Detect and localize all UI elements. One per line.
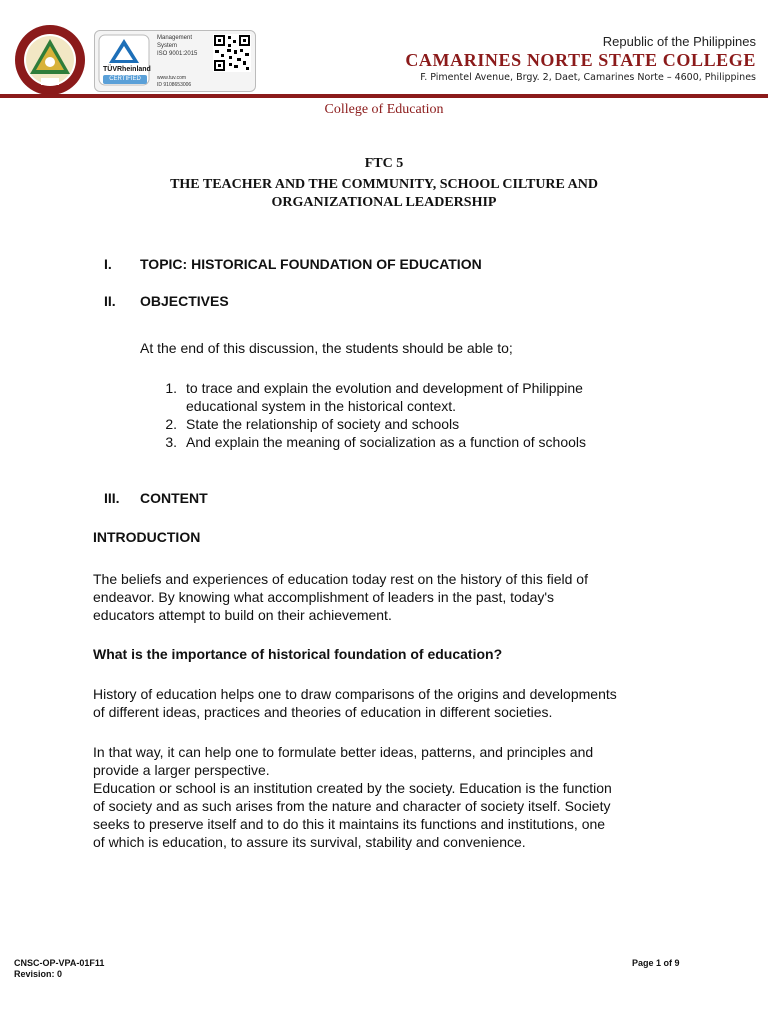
college-address: F. Pimentel Avenue, Brgy. 2, Daet, Camarines Norte – 4600, Philippines	[420, 72, 756, 83]
tuv-website: www.tuv.com ID 9108653006	[157, 75, 192, 88]
section-number-objectives: II.	[104, 293, 116, 309]
section-heading-topic: TOPIC: HISTORICAL FOUNDATION OF EDUCATION	[140, 256, 482, 272]
paragraph-intro: The beliefs and experiences of education today rest on the history of this field of endeavor. By knowing what accomplishment of leaders in the past, today's educators attempt to build on their achievement.	[93, 571, 588, 623]
certification-badge	[94, 30, 256, 92]
list-item: to trace and explain the evolution and development of Philippine educational system in the historical context.	[186, 380, 583, 414]
paragraph-history: History of education helps one to draw comparisons of the origins and developments of different ideas, practices and theories of education in different societies.	[93, 686, 617, 720]
document-code: CNSC-OP-VPA-01F11 Revision: 0	[14, 958, 105, 979]
course-title: THE TEACHER AND THE COMMUNITY, SCHOOL CILTURE AND ORGANIZATIONAL LEADERSHIP	[170, 177, 598, 210]
section-number-content: III.	[104, 490, 120, 506]
list-item-number: 1.	[165, 380, 177, 396]
certified-label: CERTIFIED	[103, 75, 147, 84]
section-heading-content: CONTENT	[140, 490, 208, 506]
paragraph-society: In that way, it can help one to formulate better ideas, patterns, and principles and provide a larger perspective. Education or school is an institution created by the society. Education is the function of society and as such arises from the nature and character of society itself. Society seeks to preserve itself and to do this it maintains its functions and institutions, one of which is education, to assure its survival, stability and convenience.	[93, 744, 612, 850]
department-name: College of Education	[324, 102, 444, 117]
management-system-text: Management System ISO 9001:2015	[157, 35, 198, 57]
section-heading-objectives: OBJECTIVES	[140, 293, 229, 309]
list-item-number: 3.	[165, 434, 177, 450]
list-item: State the relationship of society and schools	[186, 416, 460, 432]
qr-code-icon	[213, 34, 251, 72]
introduction-heading: INTRODUCTION	[93, 529, 201, 545]
question-heading: What is the importance of historical foundation of education?	[93, 646, 503, 662]
page-number: Page 1 of 9	[632, 958, 680, 968]
objectives-intro: At the end of this discussion, the students should be able to;	[140, 340, 513, 356]
list-item: And explain the meaning of socialization as a function of schools	[186, 434, 587, 450]
tuv-brand-text: TÜVRheinland	[103, 66, 151, 73]
header-divider	[0, 94, 768, 98]
section-number-topic: I.	[104, 256, 112, 272]
college-seal-logo	[14, 24, 86, 96]
republic-label: Republic of the Philippines	[602, 34, 756, 49]
course-code: FTC 5	[364, 156, 404, 171]
college-name: CAMARINES NORTE STATE COLLEGE	[405, 50, 756, 70]
list-item-number: 2.	[165, 416, 177, 432]
